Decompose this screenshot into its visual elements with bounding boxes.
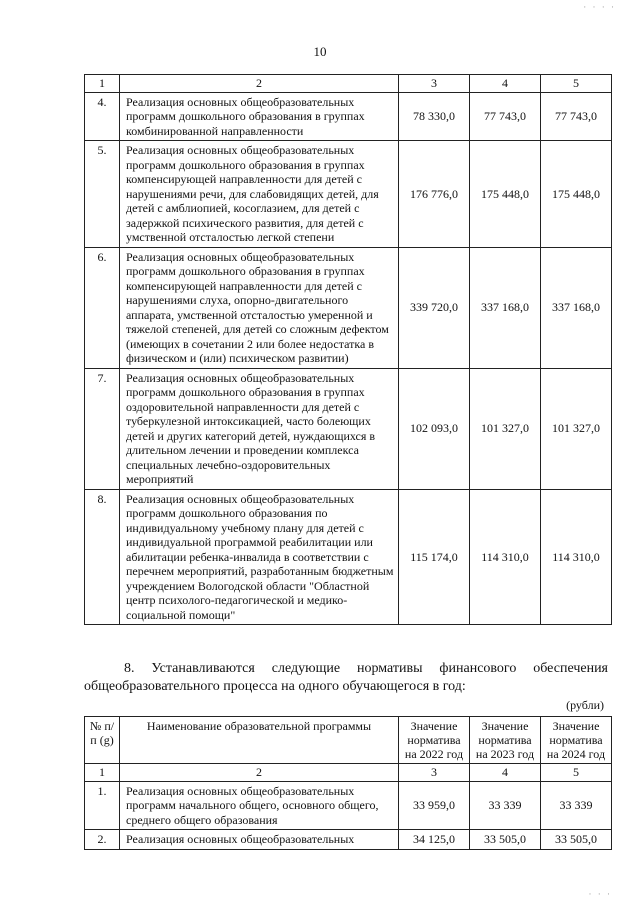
index-cell: 3 [399,764,470,782]
row-number: 1. [85,781,120,830]
row-number: 4. [85,92,120,141]
value-2022: 102 093,0 [399,368,470,489]
table-row [85,489,612,625]
program-name: Реализация основных общеобразовательных [120,830,399,850]
table-header-row [85,75,612,93]
program-name: Реализация основных общеобразовательных программ начального общего, основного общего, среднего общего образования [120,781,399,830]
value-2024: 33 505,0 [541,830,612,850]
value-2022: 339 720,0 [399,247,470,368]
row-number: 5. [85,141,120,248]
value-2023: 114 310,0 [470,489,541,625]
value-2024: 77 743,0 [541,92,612,141]
index-cell: 2 [120,764,399,782]
table-row [85,368,612,489]
table-row [85,781,612,830]
table-row [85,92,612,141]
header-2024: Значение норматива на 2024 год [541,717,612,764]
table-index-row [85,764,612,782]
header-cell: 3 [399,75,470,93]
index-cell: 4 [470,764,541,782]
normative-table-preschool [84,74,612,625]
value-2022: 176 776,0 [399,141,470,248]
table-row [85,141,612,248]
table-header-row [85,717,612,764]
value-2022: 34 125,0 [399,830,470,850]
unit-label: (рубли) [566,698,604,712]
value-2024: 33 339 [541,781,612,830]
row-number: 2. [85,830,120,850]
program-name: Реализация основных общеобразовательных программ дошкольного образования в группах оздоровительной направленности для детей с туберкулезной интоксикацией, часто болеющих детей и других категорий детей, нуждающихся в длительном лечении и проведении комплекса специальных лечебно-оздоровительных мероприятий [120,368,399,489]
value-2023: 33 505,0 [470,830,541,850]
header-cell: 2 [120,75,399,93]
index-cell: 5 [541,764,612,782]
index-cell: 1 [85,764,120,782]
value-2024: 337 168,0 [541,247,612,368]
header-2023: Значение норматива на 2023 год [470,717,541,764]
value-2024: 114 310,0 [541,489,612,625]
header-num: № п/п (g) [85,717,120,764]
scan-mark-top: · · · · [583,2,616,12]
row-number: 8. [85,489,120,625]
value-2023: 33 339 [470,781,541,830]
value-2022: 78 330,0 [399,92,470,141]
value-2023: 101 327,0 [470,368,541,489]
normative-table-general [84,716,612,850]
program-name: Реализация основных общеобразовательных программ дошкольного образования по индивидуальному учебному плану для детей с индивидуальной программой реабилитации или абилитации ребенка-инвалида в соответствии с перечнем мероприятий, разработанным бюджетным учреждением Вологодской области "Областной центр психолого-педагогической и медико-социальной помощи" [120,489,399,625]
value-2024: 175 448,0 [541,141,612,248]
value-2023: 77 743,0 [470,92,541,141]
header-cell: 1 [85,75,120,93]
page-number: 10 [313,44,327,59]
value-2023: 337 168,0 [470,247,541,368]
value-2023: 175 448,0 [470,141,541,248]
value-2022: 115 174,0 [399,489,470,625]
value-2022: 33 959,0 [399,781,470,830]
paragraph-text: 8. Устанавливаются следующие нормативы финансового обеспечения общеобразовательного процесса на одного обучающегося в год: [84,661,608,694]
header-cell: 4 [470,75,541,93]
table-row [85,247,612,368]
program-name: Реализация основных общеобразовательных программ дошкольного образования в группах компенсирующей направленности для детей с нарушениями речи, для слабовидящих детей, для детей с амблиопией, косоглазием, для детей с задержкой психического развития, для детей с умственной отсталостью легкой степени [120,141,399,248]
program-name: Реализация основных общеобразовательных программ дошкольного образования в группах компенсирующей направленности для детей с нарушениями слуха, опорно-двигательного аппарата, умственной отсталостью умеренной и тяжелой степеней, для детей со сложным дефектом (имеющих в сочетании 2 или более недостатка в физическом и (или) психическом развитии) [120,247,399,368]
header-name: Наименование образовательной программы [120,717,399,764]
program-name: Реализация основных общеобразовательных программ дошкольного образования в группах комбинированной направленности [120,92,399,141]
row-number: 6. [85,247,120,368]
header-cell: 5 [541,75,612,93]
row-number: 7. [85,368,120,489]
section-8-paragraph [84,660,608,696]
header-2022: Значение норматива на 2022 год [399,717,470,764]
scan-mark-bottom: · · · [588,889,612,899]
value-2024: 101 327,0 [541,368,612,489]
table-row [85,830,612,850]
